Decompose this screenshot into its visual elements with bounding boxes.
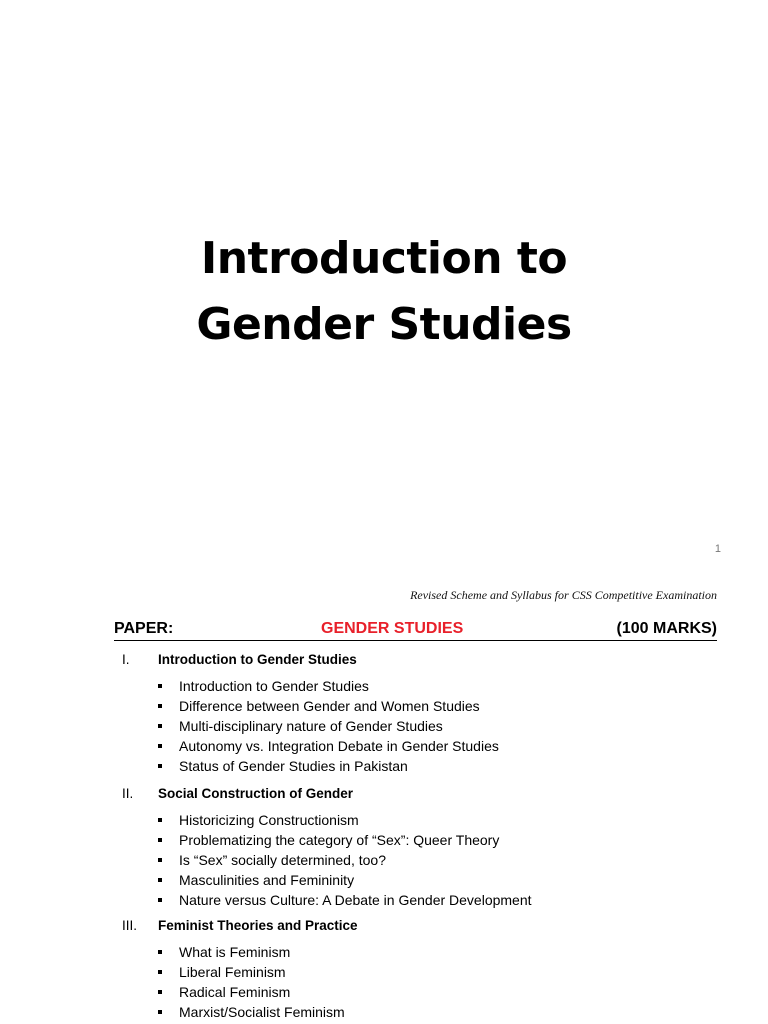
list-item-text: Status of Gender Studies in Pakistan (179, 758, 408, 774)
section-items (0, 810, 768, 910)
syllabus-section-1 (0, 652, 768, 776)
section-heading (0, 918, 768, 938)
list-item-text: Radical Feminism (179, 984, 291, 1000)
list-item-text: Liberal Feminism (179, 964, 286, 980)
list-item-text: What is Feminism (179, 944, 291, 960)
list-item (0, 890, 768, 910)
list-item-text: Difference between Gender and Women Studies (179, 698, 480, 714)
list-item (0, 756, 768, 776)
bullet-icon (158, 704, 162, 708)
list-item (0, 716, 768, 736)
list-item (0, 810, 768, 830)
bullet-icon (158, 878, 162, 882)
slide-title (0, 226, 768, 358)
list-item (0, 870, 768, 890)
list-item-text: Masculinities and Femininity (179, 872, 355, 888)
list-item (0, 962, 768, 982)
section-title: Introduction to Gender Studies (158, 652, 357, 667)
list-item-text: Problematizing the category of “Sex”: Queer Theory (179, 832, 500, 848)
syllabus-section-3 (0, 918, 768, 1022)
list-item-text: Marxist/Socialist Feminism (179, 1004, 345, 1020)
slide-title-line1: Introduction to (200, 233, 568, 284)
bullet-icon (158, 1010, 162, 1014)
section-items (0, 676, 768, 776)
section-number: I. (122, 652, 130, 667)
paper-heading (114, 618, 717, 641)
list-item (0, 676, 768, 696)
list-item (0, 942, 768, 962)
document-header: Revised Scheme and Syllabus for CSS Competitive Examination (410, 588, 717, 602)
list-item-text: Historicizing Constructionism (179, 812, 359, 828)
bullet-icon (158, 818, 162, 822)
list-item (0, 1002, 768, 1022)
syllabus-page (0, 570, 768, 1024)
list-item-text: Multi-disciplinary nature of Gender Studies (179, 718, 443, 734)
section-heading (0, 786, 768, 806)
list-item (0, 830, 768, 850)
list-item (0, 696, 768, 716)
slide-title-line2: Gender Studies (196, 299, 572, 350)
section-heading (0, 652, 768, 672)
page-number: 1 (714, 543, 721, 555)
section-number: III. (122, 918, 138, 933)
bullet-icon (158, 990, 162, 994)
section-title: Social Construction of Gender (158, 786, 354, 801)
paper-subject: GENDER STUDIES (321, 620, 464, 637)
syllabus-section-2 (0, 786, 768, 910)
list-item (0, 982, 768, 1002)
bullet-icon (158, 724, 162, 728)
bullet-icon (158, 838, 162, 842)
paper-marks: (100 MARKS) (616, 620, 717, 637)
list-item-text: Nature versus Culture: A Debate in Gender Development (179, 892, 532, 908)
bullet-icon (158, 898, 162, 902)
list-item (0, 850, 768, 870)
section-items (0, 942, 768, 1022)
list-item (0, 736, 768, 756)
bullet-icon (158, 684, 162, 688)
paper-label: PAPER: (114, 620, 174, 637)
bullet-icon (158, 950, 162, 954)
bullet-icon (158, 744, 162, 748)
list-item-text: Is “Sex” socially determined, too? (179, 852, 386, 868)
bullet-icon (158, 858, 162, 862)
bullet-icon (158, 970, 162, 974)
bullet-icon (158, 764, 162, 768)
list-item-text: Introduction to Gender Studies (179, 678, 369, 694)
section-number: II. (122, 786, 134, 801)
section-title: Feminist Theories and Practice (158, 918, 358, 933)
list-item-text: Autonomy vs. Integration Debate in Gender Studies (179, 738, 499, 754)
